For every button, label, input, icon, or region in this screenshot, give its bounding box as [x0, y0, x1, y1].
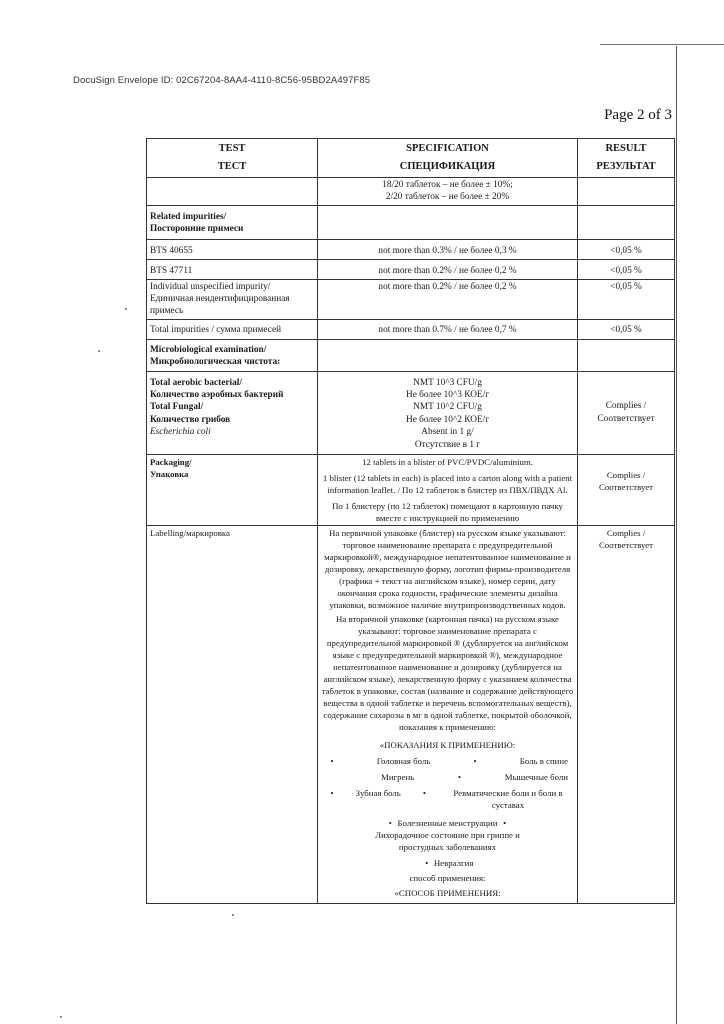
table-row [147, 205, 675, 239]
scan-speck [60, 1016, 62, 1018]
page-number: Page 2 of 3 [604, 107, 672, 123]
header-specification: SPECIFICATION СПЕЦИФИКАЦИЯ [318, 139, 578, 178]
microbiological-result: Complies / Соответствует [578, 371, 675, 454]
table-row [147, 178, 675, 206]
table-row [147, 526, 675, 904]
labelling-spec: На первичной упаковке (блистер) на русском языке указывают: торговое наименование препарата с предупредительной маркировкой®, международное непатентованное наименование и дозировку, лекарственную форму, логотип фирмы-производителя (графика + текст на английском языке), номер серии, дату окончания срока годности, графические элементы дизайна упаковки, возможное наличие внутрипроизводственных кодов. На вторичной упаковке (картонная пачка) на русском языке указывают: торговое наименование препарата с предупредительной маркировкой ® (дублируется на английском языке с предупредительной маркировкой ®), международное непатентованное наименование и дозировку (дублируется на английском языке), лекарственную форму с указанием количества таблеток в упаковке, состав (название и содержание действующего вещества в одной таблетке и перечень вспомогательных веществ), содержание сахарозы в мг в одной таблетке, покрытой оболочкой, показания к применению: «ПОКАЗАНИЯ К ПРИМЕНЕНИЮ: • Головная боль • Боль в спине Мигрень • Мышечные боли • Зубная боль • Ревматические боли и боли в суставах • Болезненные менструации • Лихорадочное состояние при гриппе и простудных заболеваниях • Невралгия способ применения: «СПОСОБ ПРИМЕНЕНИЯ: [318, 526, 578, 904]
envelope-id: DocuSign Envelope ID: 02C67204-8AA4-4110-8C56-95BD2A497F85 [73, 75, 371, 86]
bullet-icon: • [330, 756, 334, 767]
microbiological-specs: NMT 10^3 CFU/g Не более 10^3 КОЕ/г NMT 10^2 CFU/g Не более 10^2 КОЕ/г Absent in 1 g/ Отсутствие в 1 г [318, 371, 578, 454]
bullet-icon: • [503, 818, 507, 829]
table-header [147, 139, 675, 178]
individual-impurity-label: Individual unspecified impurity/ Единичная неидентифицированная примесь [147, 279, 318, 319]
related-impurities-heading: Related impurities/ Посторонние примеси [147, 205, 318, 239]
bullet-icon: • [425, 858, 429, 869]
bullet-icon: • [473, 756, 477, 767]
bullet-icon: • [388, 818, 392, 829]
scan-speck [98, 350, 100, 352]
microbiological-tests: Total aerobic bacterial/ Количество аэробных бактерий Total Fungal/ Количество грибов Escherichia coli [147, 371, 318, 454]
page-edge-top [600, 44, 724, 45]
table-row [147, 339, 675, 371]
labelling-result: Complies / Соответствует [578, 526, 675, 904]
header-test: TEST ТЕСТ [147, 139, 318, 178]
microbiological-heading: Microbiological examination/ Микробиологическая чистота: [147, 339, 318, 371]
table-row: Individual unspecified impurity/ Единичная неидентифицированная примесь not more than 0.2% / не более 0,2 % <0,05 % [147, 279, 675, 319]
packaging-result: Complies / Соответствует [578, 455, 675, 526]
dissolution-continuation: 18/20 таблеток – не более ± 10%; 2/20 таблеток – не более ± 20% [318, 178, 578, 206]
scan-speck [232, 914, 234, 916]
table-row [147, 455, 675, 526]
table-row: BTS 47711 not more than 0.2% / не более 0,2 % <0,05 % [147, 259, 675, 279]
specification-table [146, 138, 675, 904]
bullet-icon: • [330, 788, 334, 799]
table-row [147, 371, 675, 454]
packaging-label: Packaging/ Упаковка [147, 455, 318, 526]
page-edge-right [676, 46, 677, 1024]
bullet-icon: • [422, 788, 426, 799]
table-row: BTS 40655 not more than 0.3% / не более 0,3 % <0,05 % [147, 239, 675, 259]
packaging-spec: 12 tablets in a blister of PVC/PVDC/aluminium. 1 blister (12 tablets in each) is placed into a carton along with a patient information leaflet. / По 12 таблеток в блистер из ПВХ/ПВДХ Al. По 1 блистеру (по 12 таблеток) помещают в картонную пачку вместе с инструкцией по применению [318, 455, 578, 526]
table-row: Total impurities / сумма примесей not more than 0.7% / не более 0,7 % <0,05 % [147, 319, 675, 339]
scan-speck [125, 308, 127, 310]
labelling-label: Labelling/маркировка [147, 526, 318, 904]
header-result: RESULT РЕЗУЛЬТАТ [578, 139, 675, 178]
bullet-icon: • [457, 772, 462, 783]
